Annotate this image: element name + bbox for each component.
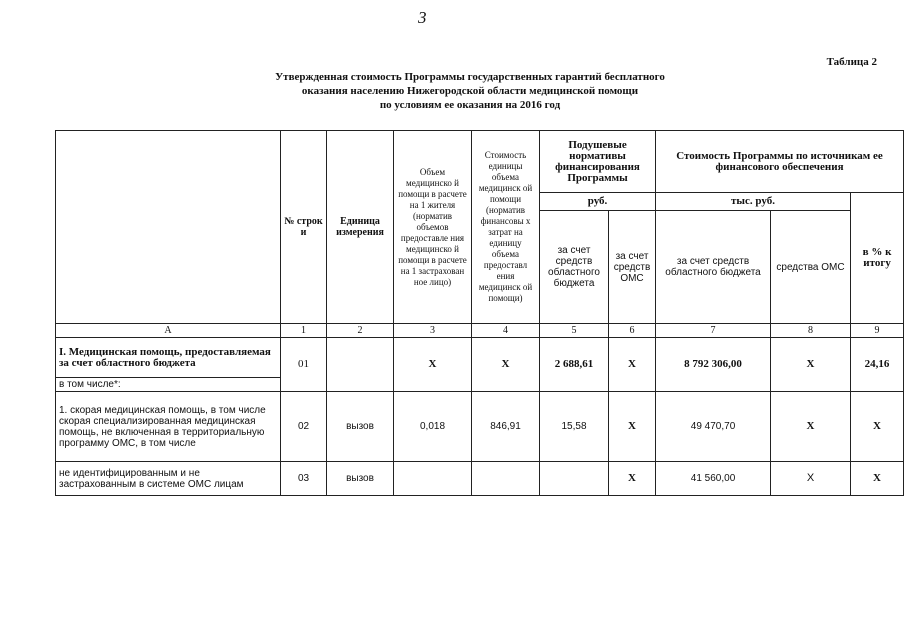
row-cost-budget: 41 560,00 <box>656 462 771 496</box>
row-unit: вызов <box>327 392 394 462</box>
document-title <box>200 70 740 112</box>
header-cost-oms: средства ОМС <box>771 211 851 324</box>
page-number: 3 <box>418 8 427 27</box>
row-line: 02 <box>281 392 327 462</box>
row-volume: 0,018 <box>394 392 472 462</box>
row-percent: X <box>851 392 904 462</box>
row-unit-cost: X <box>472 338 540 392</box>
row-per-capita-budget <box>540 462 609 496</box>
cost-table <box>55 130 904 496</box>
table-caption: Таблица 2 <box>826 56 877 68</box>
row-unit-cost: 846,91 <box>472 392 540 462</box>
row-line: 01 <box>281 338 327 392</box>
col-number: 3 <box>394 324 472 338</box>
row-per-capita-oms: X <box>609 392 656 462</box>
row-name: в том числе*: <box>56 378 281 392</box>
row-cost-budget: 8 792 306,00 <box>656 338 771 392</box>
row-name: 1. скорая медицинская помощь, в том числе скорая специализированная медицинская помощь, не включенная в территориальную программу ОМС, в том числе <box>56 392 281 462</box>
row-cost-oms: X <box>771 462 851 496</box>
header-volume: Объем медицинско й помощи в расчете на 1 жителя (норматив объемов предоставле ния медицинско й помощи в расчете на 1 застрахован ное лицо) <box>394 131 472 324</box>
col-number: 7 <box>656 324 771 338</box>
col-number: 5 <box>540 324 609 338</box>
header-line-number: № строк и <box>281 131 327 324</box>
column-number-row <box>56 324 904 338</box>
header-per-capita: Подушевые нормативы финансирования Программы <box>540 131 656 193</box>
row-name: I. Медицинская помощь, предоставляемая за счет областного бюджета <box>56 338 281 378</box>
row-percent: 24,16 <box>851 338 904 392</box>
title-line-3: по условиям ее оказания на 2016 год <box>379 99 561 111</box>
row-per-capita-budget: 2 688,61 <box>540 338 609 392</box>
col-number: А <box>56 324 281 338</box>
col-number: 8 <box>771 324 851 338</box>
col-number: 1 <box>281 324 327 338</box>
header-unit: Единица измерения <box>327 131 394 324</box>
table-row <box>56 462 904 496</box>
table-row <box>56 338 904 378</box>
row-cost-oms: X <box>771 338 851 392</box>
row-percent: X <box>851 462 904 496</box>
row-per-capita-oms: X <box>609 462 656 496</box>
row-volume: X <box>394 338 472 392</box>
row-cost-budget: 49 470,70 <box>656 392 771 462</box>
row-per-capita-budget: 15,58 <box>540 392 609 462</box>
col-number: 9 <box>851 324 904 338</box>
row-volume <box>394 462 472 496</box>
header-percent: в % к итогу <box>851 193 904 324</box>
col-number: 4 <box>472 324 540 338</box>
title-line-1: Утвержденная стоимость Программы государственных гарантий бесплатного <box>275 71 665 83</box>
row-unit: вызов <box>327 462 394 496</box>
header-unit-cost: Стоимость единицы объема медицинск ой помощи (норматив финансовы х затрат на единицу объема предоставл ения медицинск ой помощи) <box>472 131 540 324</box>
row-cost-oms: X <box>771 392 851 462</box>
header-cost-budget: за счет средств областного бюджета <box>656 211 771 324</box>
header-rub: руб. <box>540 193 656 211</box>
row-unit-cost <box>472 462 540 496</box>
col-number: 2 <box>327 324 394 338</box>
header-per-capita-budget: за счет средств областного бюджета <box>540 211 609 324</box>
row-unit <box>327 338 394 392</box>
row-line: 03 <box>281 462 327 496</box>
col-number: 6 <box>609 324 656 338</box>
row-name: не идентифицированным и не застрахованным в системе ОМС лицам <box>56 462 281 496</box>
header-col-a <box>56 131 281 324</box>
header-per-capita-oms: за счет средств ОМС <box>609 211 656 324</box>
header-thous-rub: тыс. руб. <box>656 193 851 211</box>
row-per-capita-oms: X <box>609 338 656 392</box>
title-line-2: оказания населению Нижегородской области медицинской помощи <box>301 85 639 97</box>
header-sources: Стоимость Программы по источникам ее финансового обеспечения <box>656 131 904 193</box>
table-row <box>56 392 904 462</box>
